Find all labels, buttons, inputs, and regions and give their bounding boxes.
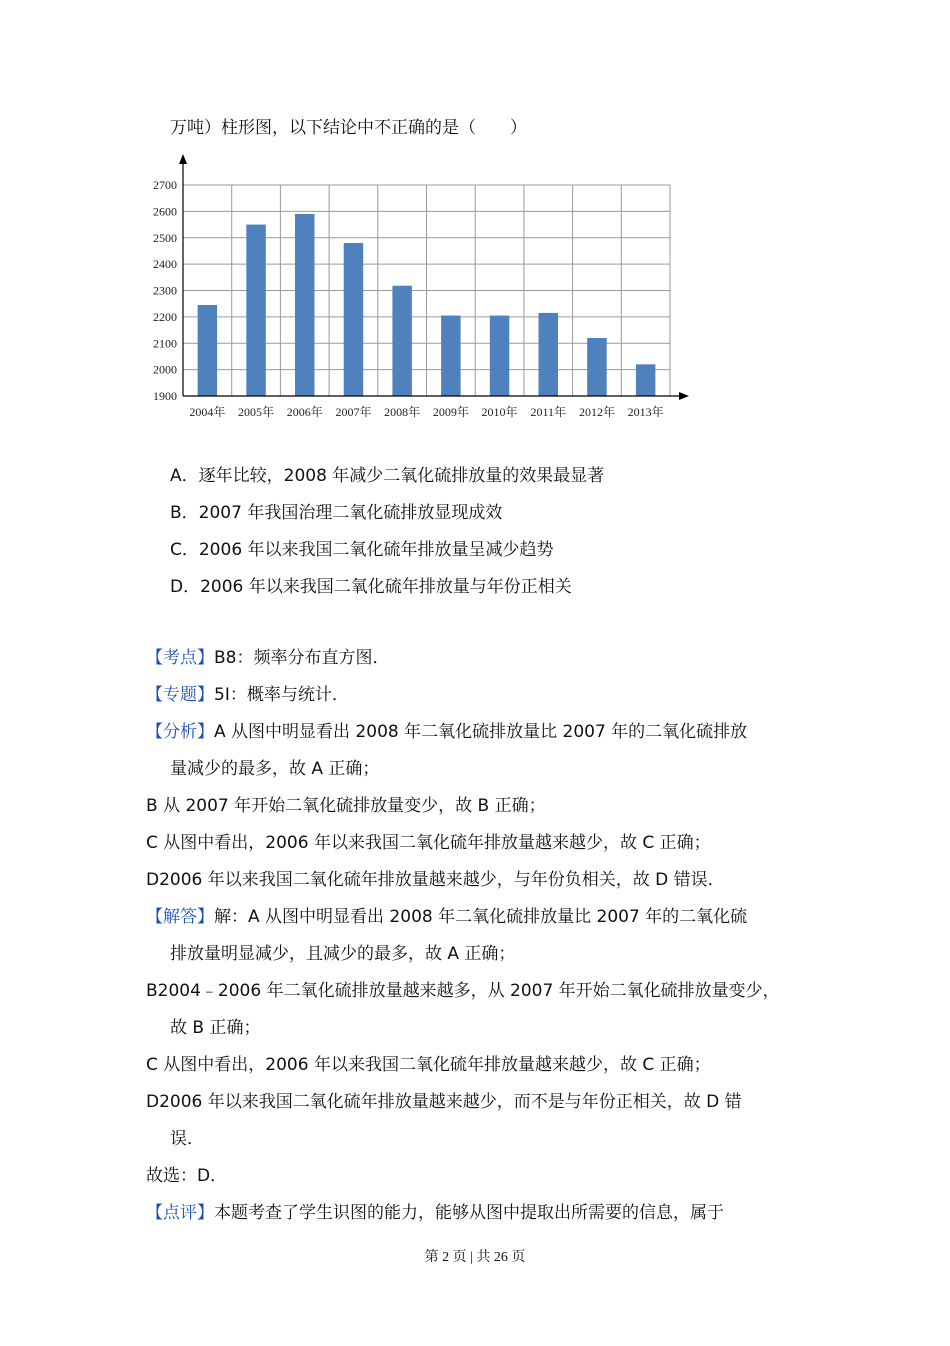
chart-x-ticks <box>189 404 663 419</box>
jieda-line: D2006 年以来我国二氧化硫年排放量越来越少，而不是与年份正相关，故 D 错 <box>146 1092 742 1112</box>
fenxi-line: B 从 2007 年开始二氧化硫排放量变少，故 B 正确； <box>146 796 546 816</box>
x-tick-label: 2012年 <box>578 405 615 419</box>
bar <box>539 313 558 396</box>
bar <box>636 364 655 396</box>
question-stem-tail: 万吨）柱形图，以下结论中不正确的是（ ） <box>170 118 527 138</box>
bar <box>490 316 509 396</box>
x-tick-label: 2008年 <box>384 405 421 419</box>
fenxi-line: D2006 年以来我国二氧化硫年排放量越来越少，与年份负相关，故 D 错误． <box>146 870 725 890</box>
bar <box>198 305 217 396</box>
option-a: A．逐年比较，2008 年减少二氧化硫排放量的效果最显著 <box>170 466 605 486</box>
bar <box>587 338 606 396</box>
option-d: D．2006 年以来我国二氧化硫年排放量与年份正相关 <box>170 577 572 597</box>
y-tick-label: 2200 <box>153 309 177 324</box>
x-tick-label: 2011年 <box>530 405 567 419</box>
jieda-line: B2004﹣2006 年二氧化硫排放量越来越多，从 2007 年开始二氧化硫排放量变少， <box>146 981 780 1001</box>
option-b: B．2007 年我国治理二氧化硫排放显现成效 <box>170 503 503 523</box>
y-tick-label: 2700 <box>153 178 177 192</box>
kaodian-tag: 【考点】 <box>146 648 214 668</box>
bar <box>441 316 460 396</box>
jieda-line: 排放量明显减少，且减少的最多，故 A 正确； <box>170 944 516 964</box>
bar <box>392 286 411 396</box>
y-tick-label: 2600 <box>153 204 177 219</box>
jieda-tag: 【解答】 <box>146 907 214 927</box>
x-tick-label: 2010年 <box>481 405 518 419</box>
x-tick-label: 2006年 <box>286 405 323 419</box>
jieda-line: 误． <box>170 1129 204 1149</box>
bar <box>246 225 265 396</box>
y-tick-label: 2000 <box>153 362 177 377</box>
x-tick-label: 2007年 <box>335 405 372 419</box>
fenxi-tag: 【分析】 <box>146 722 214 742</box>
kaodian-text: B8：频率分布直方图． <box>214 648 390 668</box>
dianping-row <box>146 1202 724 1224</box>
zhuanti-tag: 【专题】 <box>146 685 214 705</box>
jieda-line: 故选：D． <box>146 1166 228 1186</box>
y-tick-label: 1900 <box>153 389 177 403</box>
y-tick-label: 2400 <box>153 257 177 272</box>
y-tick-label: 2100 <box>153 336 177 351</box>
x-tick-label: 2013年 <box>627 405 664 419</box>
y-axis-arrow <box>179 154 187 164</box>
bar-chart <box>140 150 700 435</box>
bar <box>295 214 314 396</box>
x-tick-label: 2009年 <box>432 405 469 419</box>
chart-y-ticks <box>153 178 177 403</box>
kaodian-row <box>146 647 389 669</box>
x-tick-label: 2005年 <box>238 405 275 419</box>
page-footer: 第 2 页 | 共 26 页 <box>424 1250 526 1265</box>
y-tick-label: 2300 <box>153 283 177 298</box>
dianping-tag: 【点评】 <box>146 1203 214 1223</box>
zhuanti-row <box>146 684 349 706</box>
fenxi-line: A 从图中明显看出 2008 年二氧化硫排放量比 2007 年的二氧化硫排放 <box>214 722 748 742</box>
jieda-row <box>146 906 747 928</box>
fenxi-line: C 从图中看出，2006 年以来我国二氧化硫年排放量越来越少，故 C 正确； <box>146 833 711 853</box>
x-tick-label: 2004年 <box>189 405 226 419</box>
fenxi-row <box>146 721 747 743</box>
dianping-text: 本题考查了学生识图的能力，能够从图中提取出所需要的信息，属于 <box>214 1203 724 1223</box>
zhuanti-text: 5I：概率与统计． <box>214 685 349 705</box>
jieda-line: 解：A 从图中明显看出 2008 年二氧化硫排放量比 2007 年的二氧化硫 <box>214 907 748 927</box>
option-c: C．2006 年以来我国二氧化硫年排放量呈减少趋势 <box>170 540 554 560</box>
bar <box>344 243 363 396</box>
x-axis-arrow <box>679 392 689 400</box>
fenxi-line: 量减少的最多，故 A 正确； <box>170 759 380 779</box>
jieda-line: C 从图中看出，2006 年以来我国二氧化硫年排放量越来越少，故 C 正确； <box>146 1055 711 1075</box>
y-tick-label: 2500 <box>153 230 177 245</box>
jieda-line: 故 B 正确； <box>170 1018 261 1038</box>
